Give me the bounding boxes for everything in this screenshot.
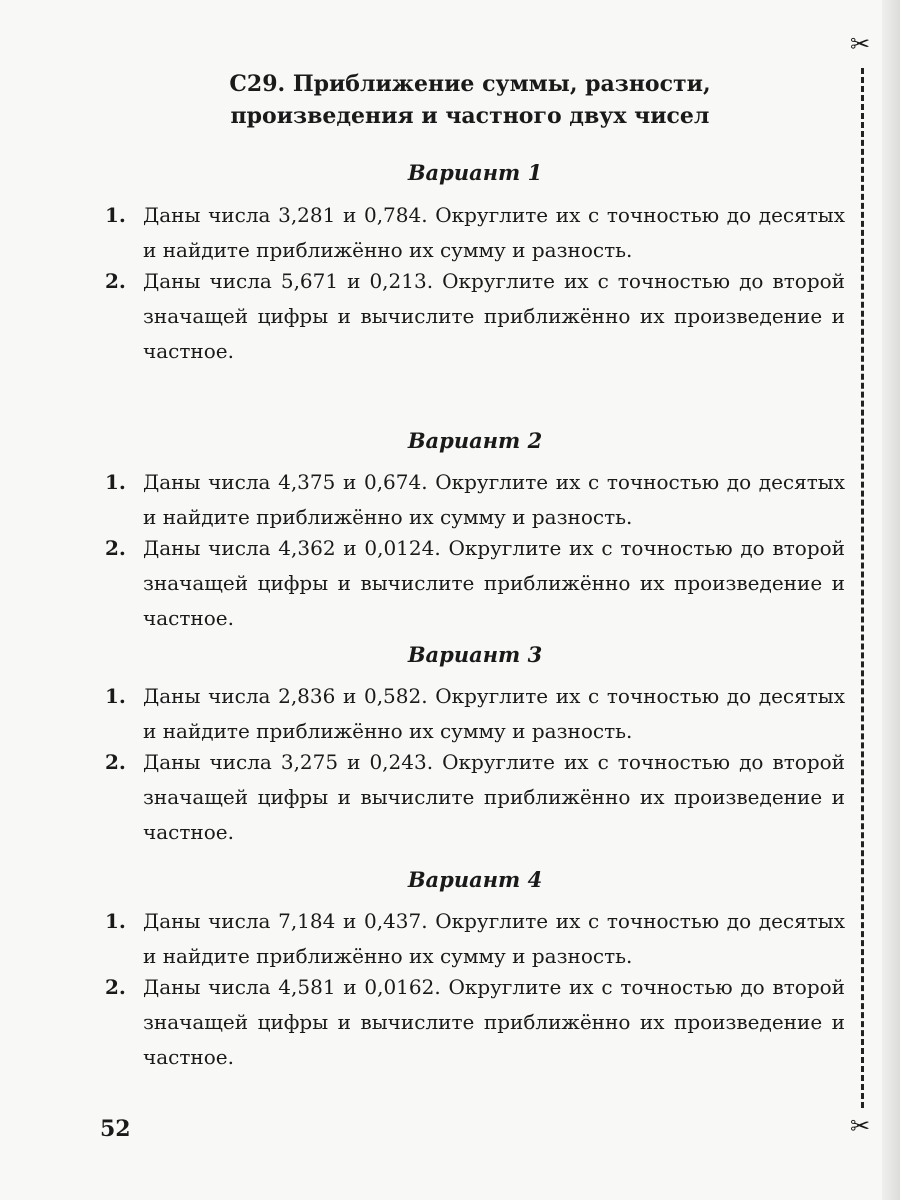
task-number: 1. xyxy=(105,470,126,494)
task-item xyxy=(105,679,845,749)
task-number: 1. xyxy=(105,909,126,933)
task-text: Даны числа 4,362 и 0,0124. Округлите их с точностью до второй значащей цифры и вычислите приближённо их произведение и частное. xyxy=(143,536,845,630)
page-number: 52 xyxy=(100,1116,131,1142)
task-number: 1. xyxy=(105,684,126,708)
task-text: Даны числа 4,375 и 0,674. Округлите их с точностью до десятых и найдите приближённо их сумму и разность. xyxy=(143,470,845,529)
variant-heading: Вариант 4 xyxy=(407,867,543,892)
task-text: Даны числа 5,671 и 0,213. Округлите их с точностью до второй значащей цифры и вычислите приближённо их произведение и частное. xyxy=(143,269,845,363)
variant-heading: Вариант 3 xyxy=(407,642,543,667)
page-edge-shadow xyxy=(882,0,900,1200)
task-item xyxy=(105,904,845,974)
page-title xyxy=(150,68,790,132)
variant-heading: Вариант 2 xyxy=(407,428,543,453)
task-text: Даны числа 4,581 и 0,0162. Округлите их с точностью до второй значащей цифры и вычислите приближённо их произведение и частное. xyxy=(143,975,845,1069)
title-line-2: произведения и частного двух чисел xyxy=(230,103,710,129)
cut-line xyxy=(861,68,864,1108)
variant-heading: Вариант 1 xyxy=(407,160,543,185)
task-item xyxy=(105,465,845,535)
task-number: 2. xyxy=(105,975,126,999)
scissors-icon: ✂ xyxy=(850,1112,871,1140)
task-number: 1. xyxy=(105,203,126,227)
task-number: 2. xyxy=(105,536,126,560)
task-item xyxy=(105,745,845,850)
task-item xyxy=(105,264,845,369)
task-number: 2. xyxy=(105,269,126,293)
task-number: 2. xyxy=(105,750,126,774)
task-text: Даны числа 2,836 и 0,582. Округлите их с точностью до десятых и найдите приближённо их сумму и разность. xyxy=(143,684,845,743)
task-item xyxy=(105,970,845,1075)
task-text: Даны числа 3,281 и 0,784. Округлите их с точностью до десятых и найдите приближённо их сумму и разность. xyxy=(143,203,845,262)
title-line-1: С29. Приближение суммы, разности, xyxy=(229,71,711,97)
task-item xyxy=(105,531,845,636)
scissors-icon: ✂ xyxy=(850,30,871,58)
task-item xyxy=(105,198,845,268)
task-text: Даны числа 3,275 и 0,243. Округлите их с точностью до второй значащей цифры и вычислите приближённо их произведение и частное. xyxy=(143,750,845,844)
task-text: Даны числа 7,184 и 0,437. Округлите их с точностью до десятых и найдите приближённо их сумму и разность. xyxy=(143,909,845,968)
